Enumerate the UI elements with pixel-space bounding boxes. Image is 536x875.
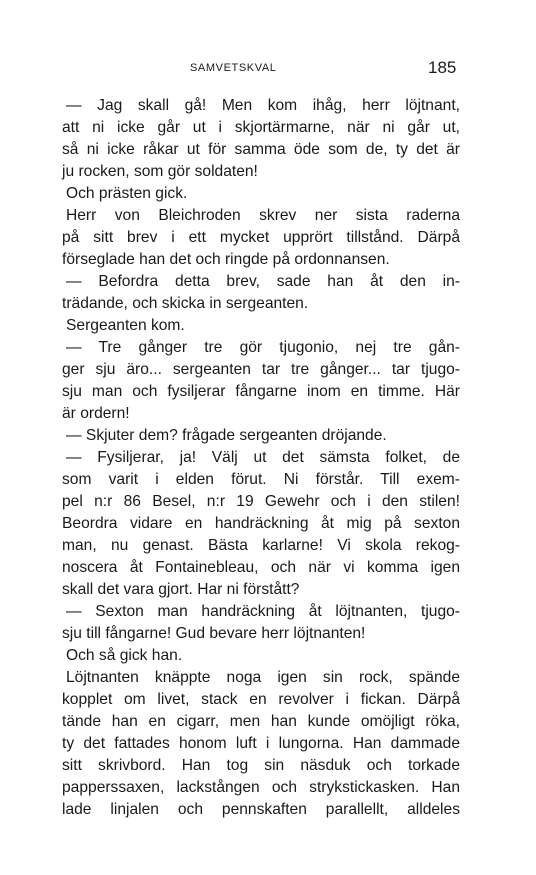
text-line: lade linjalen och pennskaften parallellt, alldeles xyxy=(62,801,460,818)
text-line: Sergeanten kom. xyxy=(66,317,185,334)
text-line: — Skjuter dem? frågade sergeanten dröjande. xyxy=(66,427,387,444)
text-line: sitt skrivbord. Han tog sin näsduk och torkade xyxy=(62,757,460,774)
text-line: — Fysiljerar, ja! Välj ut det sämsta folket, de xyxy=(66,449,460,466)
page-header xyxy=(0,58,536,82)
text-line: ger sju äro... sergeanten tar tre gånger... tar tjugo- xyxy=(62,361,460,378)
text-line: — Jag skall gå! Men kom ihåg, herr löjtnant, xyxy=(66,97,460,114)
text-line: — Befordra detta brev, sade han åt den in- xyxy=(66,273,460,290)
text-line: Herr von Bleichroden skrev ner sista raderna xyxy=(66,207,460,224)
text-line: förseglade han det och ringde på ordonnansen. xyxy=(62,251,390,268)
text-line: man, nu genast. Bästa karlarne! Vi skola rekog- xyxy=(62,537,460,554)
text-line: pel n:r 86 Besel, n:r 19 Gewehr och i den stilen! xyxy=(62,493,460,510)
text-line: att ni icke går ut i skjortärmarne, när ni går ut, xyxy=(62,119,460,136)
text-line: sju man och fysiljerar fångarne inom en timme. Här xyxy=(62,383,460,400)
body-text xyxy=(62,95,460,821)
text-line: tände han en cigarr, men han kunde omöjligt röka, xyxy=(62,713,460,730)
text-line: så ni icke råkar ut för samma öde som de, ty det är xyxy=(62,141,460,158)
text-line: Beordra vidare en handräckning åt mig på sexton xyxy=(62,515,460,532)
text-line: sju till fångarne! Gud bevare herr löjtnanten! xyxy=(62,625,366,642)
text-line: skall det vara gjort. Har ni förstått? xyxy=(62,581,300,598)
text-line: noscera åt Fontainebleau, och när vi komma igen xyxy=(62,559,460,576)
text-line: Och prästen gick. xyxy=(66,185,188,202)
text-line: ty det fattades honom luft i lungorna. Han dammade xyxy=(62,735,460,752)
page-number: 185 xyxy=(428,58,457,77)
text-line: kopplet om livet, stack en revolver i fickan. Därpå xyxy=(62,691,460,708)
text-line: är ordern! xyxy=(62,405,130,422)
text-line: — Sexton man handräckning åt löjtnanten, tjugo- xyxy=(66,603,460,620)
text-line: — Tre gånger tre gör tjugonio, nej tre gån- xyxy=(66,339,460,356)
text-line: Och så gick han. xyxy=(66,647,183,664)
text-line: papperssaxen, lackstången och strykstickasken. Han xyxy=(62,779,460,796)
text-line: trädande, och skicka in sergeanten. xyxy=(62,295,309,312)
text-line: på sitt brev i ett mycket upprört tillstånd. Därpå xyxy=(62,229,460,246)
running-head: SAMVETSKVAL xyxy=(190,62,277,74)
text-line: ju rocken, som gör soldaten! xyxy=(62,163,258,180)
text-line: som varit i elden förut. Ni förstår. Till exem- xyxy=(62,471,460,488)
text-line: Löjtnanten knäppte noga igen sin rock, spände xyxy=(66,669,460,686)
